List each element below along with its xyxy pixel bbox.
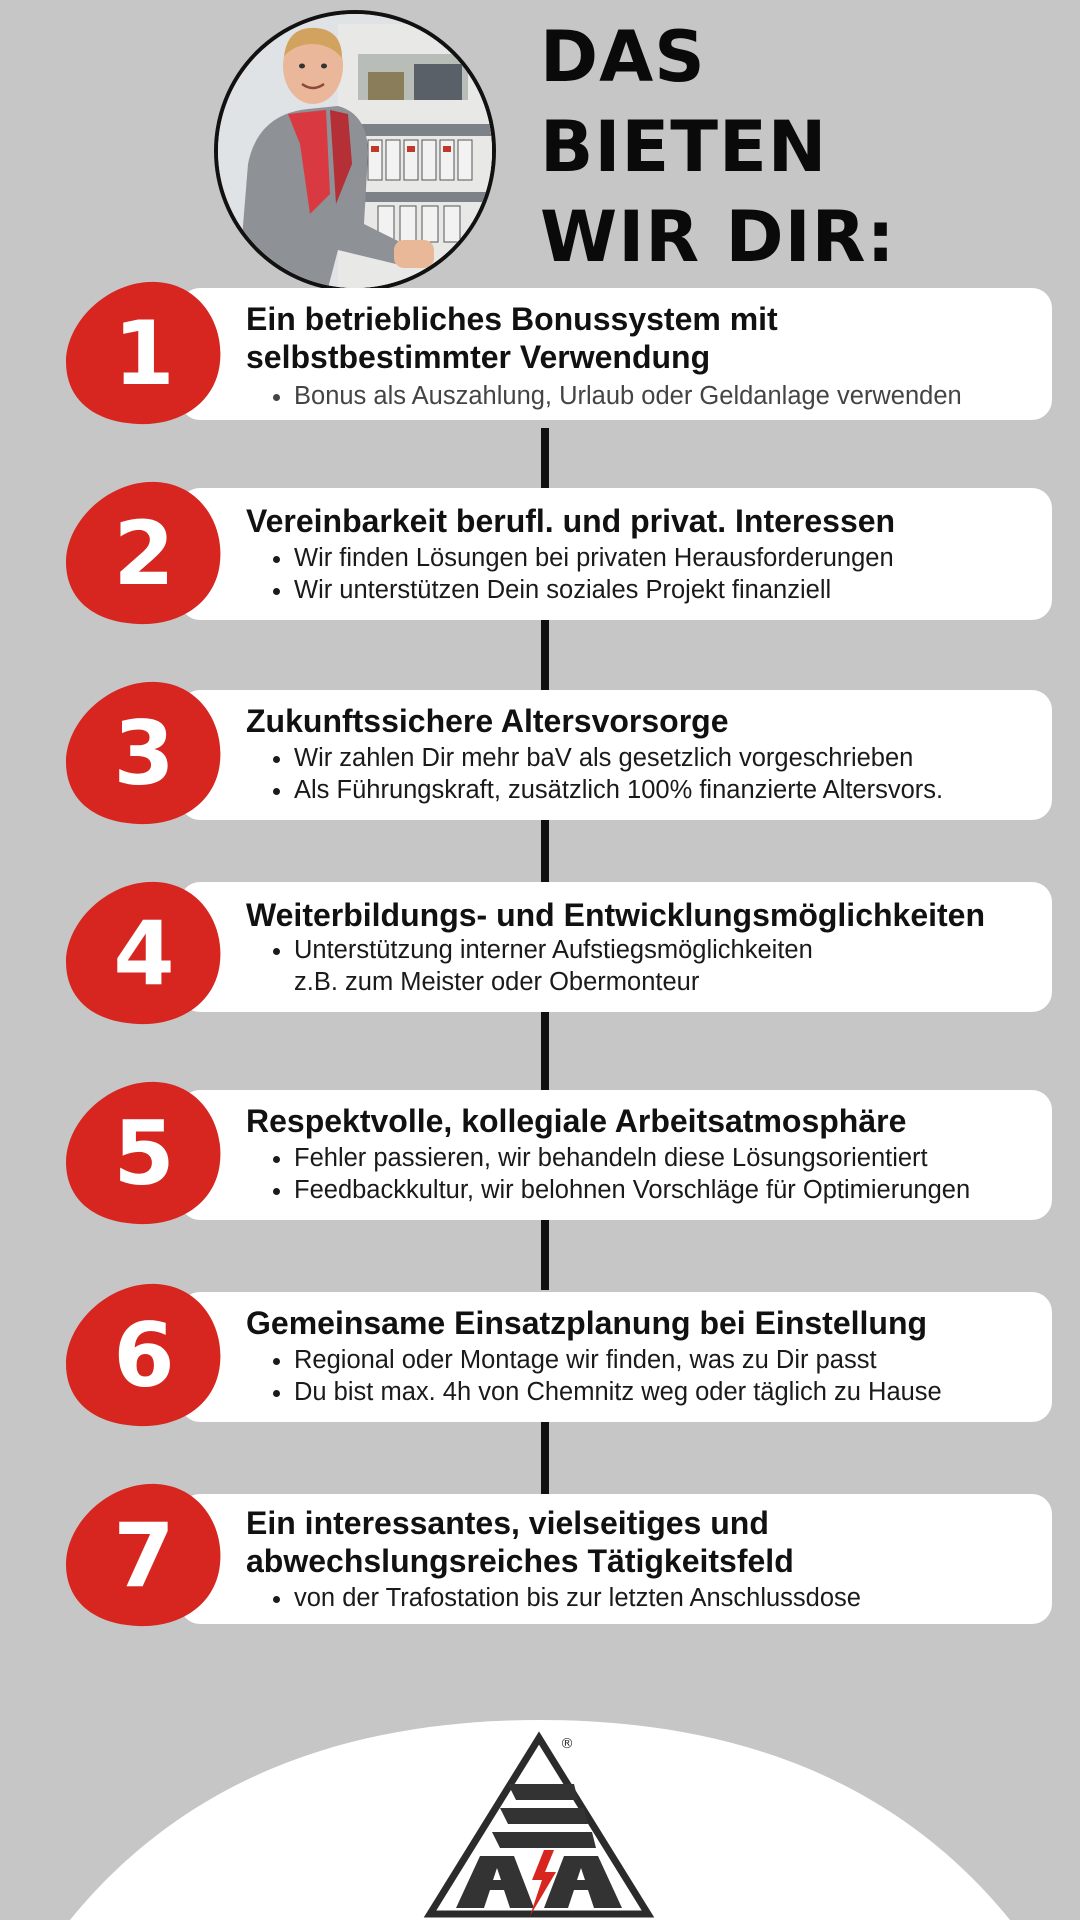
benefit-card-3 <box>180 690 1052 820</box>
benefit-bullets <box>246 542 1050 606</box>
connector-line <box>541 428 549 488</box>
electrician-illustration <box>218 14 492 288</box>
benefit-title: Respektvolle, kollegiale Arbeitsatmosphäre <box>246 1103 907 1139</box>
benefit-title: Gemeinsame Einsatzplanung bei Einstellung <box>246 1305 928 1341</box>
title-line-1: DAS <box>540 16 706 98</box>
benefit-bullets <box>246 1142 1050 1206</box>
benefit-card-5 <box>180 1090 1052 1220</box>
connector-line <box>541 820 549 882</box>
logo-mark <box>426 1734 652 1920</box>
benefit-bullet: • Wir unterstützen Dein soziales Projekt finanziell <box>294 574 1050 606</box>
number-badge-6 <box>64 1280 224 1430</box>
number-badge-4 <box>64 878 224 1028</box>
connector-line <box>541 1220 549 1290</box>
benefit-bullets <box>246 1582 1050 1614</box>
benefit-title: Ein interessantes, vielseitiges und abwechslungsreiches Tätigkeitsfeld <box>246 1505 794 1579</box>
benefit-bullet: • Du bist max. 4h von Chemnitz weg oder täglich zu Hause <box>294 1376 1050 1408</box>
benefit-bullet: • Als Führungskraft, zusätzlich 100% finanzierte Altersvors. <box>294 774 1050 806</box>
benefit-bullets <box>246 1344 1050 1408</box>
benefit-bullet: • Fehler passieren, wir behandeln diese Lösungsorientiert <box>294 1142 1050 1174</box>
benefit-bullet: • Bonus als Auszahlung, Urlaub oder Geldanlage verwenden <box>294 380 1050 412</box>
benefit-card-1 <box>180 288 1052 420</box>
benefit-bullet: • Regional oder Montage wir finden, was zu Dir passt <box>294 1344 1050 1376</box>
benefit-title: Weiterbildungs- und Entwicklungsmöglichkeiten <box>246 897 986 933</box>
title-line-3: WIR DIR: <box>540 196 896 278</box>
title-line-2: BIETEN <box>540 106 828 188</box>
electrician-photo <box>214 10 496 292</box>
number-label: 4 <box>113 901 175 1005</box>
benefit-bullet: • Wir zahlen Dir mehr baV als gesetzlich vorgeschrieben <box>294 742 1050 774</box>
number-label: 7 <box>113 1503 175 1607</box>
number-badge-5 <box>64 1078 224 1228</box>
benefit-card-2 <box>180 488 1052 620</box>
benefit-card-7 <box>180 1494 1052 1624</box>
page-title <box>540 12 896 282</box>
benefit-title: Zukunftssichere Altersvorsorge <box>246 703 729 739</box>
number-badge-3 <box>64 678 224 828</box>
benefit-title: Ein betriebliches Bonussystem mit selbstbestimmter Verwendung <box>246 301 778 375</box>
benefit-card-6 <box>180 1292 1052 1422</box>
connector-line <box>541 620 549 690</box>
registered-mark: ® <box>560 1736 574 1752</box>
number-label: 2 <box>113 501 175 605</box>
benefit-card-4 <box>180 882 1052 1012</box>
number-badge-1 <box>64 278 224 428</box>
benefit-bullet: • Feedbackkultur, wir belohnen Vorschläge für Optimierungen <box>294 1174 1050 1206</box>
number-label: 6 <box>113 1303 175 1407</box>
benefit-bullet: • Wir finden Lösungen bei privaten Herausforderungen <box>294 542 1050 574</box>
benefit-bullet: • Unterstützung interner Aufstiegsmöglichkeiten <box>294 934 1050 966</box>
number-badge-7 <box>64 1480 224 1630</box>
number-badge-2 <box>64 478 224 628</box>
connector-line <box>541 1012 549 1092</box>
benefit-bullet-continuation: z.B. zum Meister oder Obermonteur <box>294 968 700 996</box>
number-label: 5 <box>113 1101 175 1205</box>
benefit-bullets <box>246 742 1050 806</box>
benefit-bullet: • von der Trafostation bis zur letzten Anschlussdose <box>294 1582 1050 1614</box>
company-logo <box>426 1734 652 1920</box>
benefit-bullets <box>246 380 1050 412</box>
number-label: 1 <box>113 301 175 405</box>
number-label: 3 <box>113 701 175 805</box>
benefit-bullets <box>246 934 1050 998</box>
benefit-title: Vereinbarkeit berufl. und privat. Interessen <box>246 503 896 539</box>
connector-line <box>541 1422 549 1494</box>
